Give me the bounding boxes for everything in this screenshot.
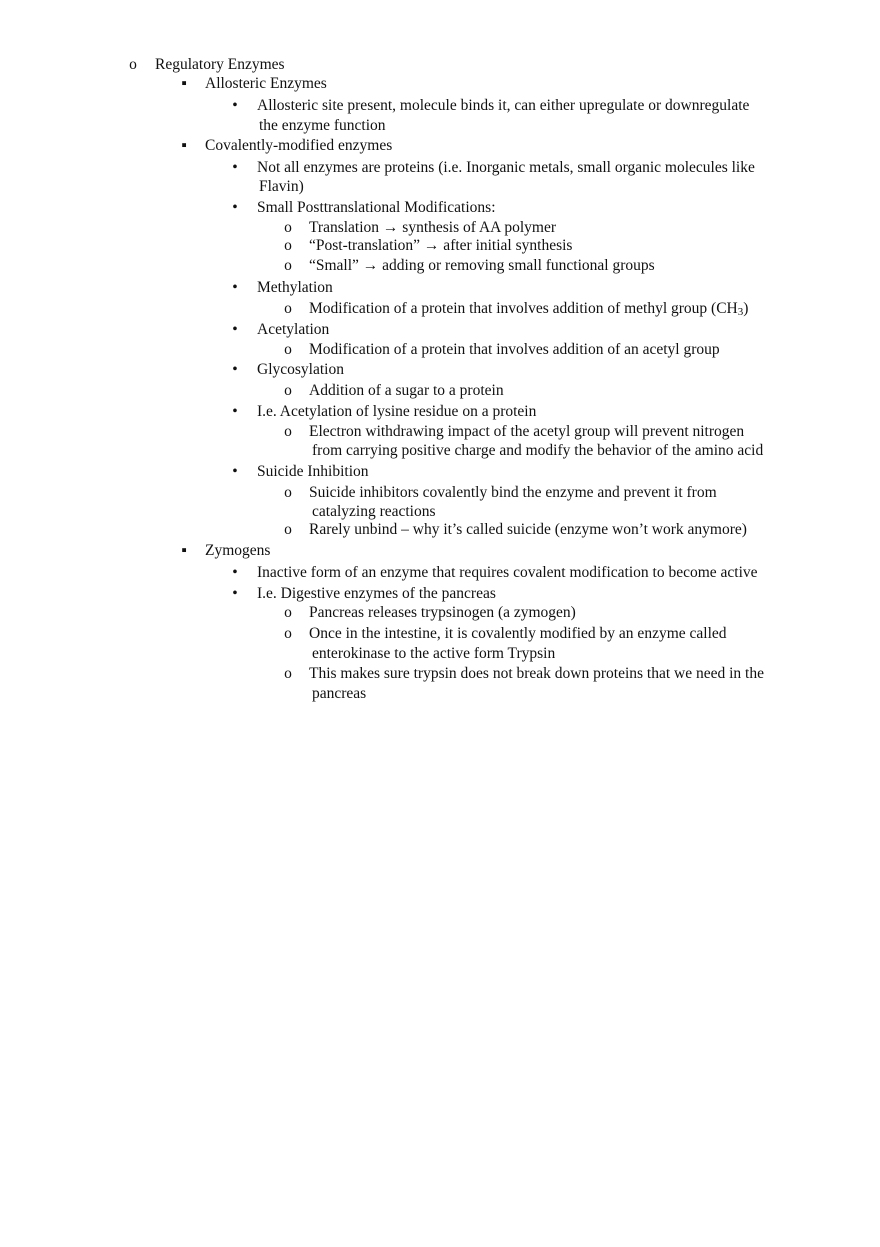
square-bullet-icon: ▪ <box>181 542 187 559</box>
translation-item: Translation → synthesis of AA polymer <box>309 219 557 236</box>
methylation-description <box>309 300 748 318</box>
intestine-line2: enterokinase to the active form Trypsin <box>312 645 556 662</box>
trypsin-line1: This makes sure trypsin does not break down proteins that we need in the <box>309 665 764 682</box>
circle-bullet-icon: o <box>284 423 292 440</box>
heading-regulatory-enzymes: Regulatory Enzymes <box>155 56 285 73</box>
intestine-line1: Once in the intestine, it is covalently modified by an enzyme called <box>309 625 727 642</box>
glycosylation-heading: Glycosylation <box>257 361 344 378</box>
dot-bullet-icon: • <box>232 361 238 378</box>
trypsin-line2: pancreas <box>312 685 367 702</box>
suicide-line1: Suicide inhibitors covalently bind the enzyme and prevent it from <box>309 484 717 501</box>
methylation-description-text: Modification of a protein that involves addition of methyl group (CH <box>309 300 738 317</box>
methylation-description-end: ) <box>743 300 749 317</box>
dot-bullet-icon: • <box>232 564 238 581</box>
allosteric-description-line1: Allosteric site present, molecule binds it, can either upregulate or downregulate <box>257 97 750 114</box>
circle-bullet-icon: o <box>129 56 137 73</box>
small-ptm-heading: Small Posttranslational Modifications: <box>257 199 496 216</box>
circle-bullet-icon: o <box>284 484 292 501</box>
small-item: “Small” → adding or removing small functional groups <box>309 257 655 274</box>
dot-bullet-icon: • <box>232 199 238 216</box>
dot-bullet-icon: • <box>232 403 238 420</box>
digestive-enzymes: I.e. Digestive enzymes of the pancreas <box>257 585 496 602</box>
item-zymogens: Zymogens <box>205 542 271 559</box>
rarely-unbind: Rarely unbind – why it’s called suicide (enzyme won’t work anymore) <box>309 521 747 538</box>
acetylation-description: Modification of a protein that involves addition of an acetyl group <box>309 341 720 358</box>
methylation-subscript: 3 <box>737 306 744 318</box>
not-all-proteins-line1: Not all enzymes are proteins (i.e. Inorganic metals, small organic molecules like <box>257 159 755 176</box>
item-covalently-modified: Covalently-modified enzymes <box>205 137 393 154</box>
circle-bullet-icon: o <box>284 604 292 621</box>
methylation-heading: Methylation <box>257 279 333 296</box>
circle-bullet-icon: o <box>284 300 292 317</box>
inactive-form: Inactive form of an enzyme that requires covalent modification to become active <box>257 564 758 581</box>
circle-bullet-icon: o <box>284 237 292 254</box>
pancreas-releases: Pancreas releases trypsinogen (a zymogen) <box>309 604 576 621</box>
electron-line2: from carrying positive charge and modify the behavior of the amino acid <box>312 442 764 459</box>
square-bullet-icon: ▪ <box>181 75 187 92</box>
dot-bullet-icon: • <box>232 321 238 338</box>
circle-bullet-icon: o <box>284 625 292 642</box>
circle-bullet-icon: o <box>284 257 292 274</box>
dot-bullet-icon: • <box>232 279 238 296</box>
dot-bullet-icon: • <box>232 159 238 176</box>
post-translation-item: “Post-translation” → after initial synthesis <box>309 237 573 254</box>
electron-line1: Electron withdrawing impact of the acetyl group will prevent nitrogen <box>309 423 745 440</box>
dot-bullet-icon: • <box>232 97 238 114</box>
circle-bullet-icon: o <box>284 521 292 538</box>
circle-bullet-icon: o <box>284 219 292 236</box>
dot-bullet-icon: • <box>232 463 238 480</box>
not-all-proteins-line2: Flavin) <box>259 178 304 195</box>
suicide-line2: catalyzing reactions <box>312 503 436 520</box>
dot-bullet-icon: • <box>232 585 238 602</box>
glycosylation-description: Addition of a sugar to a protein <box>309 382 504 399</box>
circle-bullet-icon: o <box>284 382 292 399</box>
suicide-heading: Suicide Inhibition <box>257 463 369 480</box>
square-bullet-icon: ▪ <box>181 137 187 154</box>
acetylation-heading: Acetylation <box>257 321 330 338</box>
lysine-heading: I.e. Acetylation of lysine residue on a protein <box>257 403 537 420</box>
allosteric-description-line2: the enzyme function <box>259 117 386 134</box>
item-allosteric-enzymes: Allosteric Enzymes <box>205 75 327 92</box>
circle-bullet-icon: o <box>284 341 292 358</box>
circle-bullet-icon: o <box>284 665 292 682</box>
